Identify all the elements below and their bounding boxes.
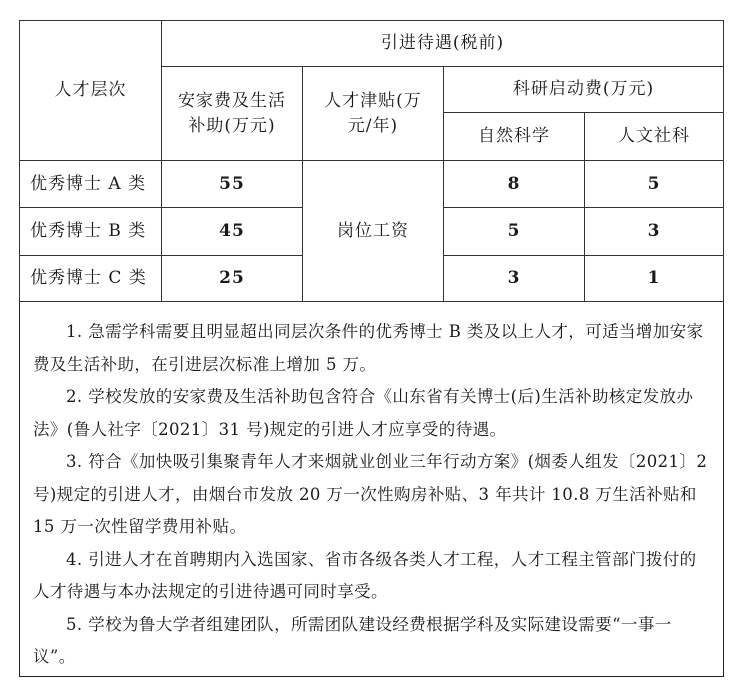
header-housing-text: 安家费及生活补助(万元) [178,90,286,136]
note-2: 2. 学校发放的安家费及生活补助包含符合《山东省有关博士(后)生活补助核定发放办法》(鲁人社字〔2021〕31 号)规定的引进人才应享受的待遇。 [33,387,694,439]
row-b-housing: 45 [161,207,303,256]
row-c-natural: 3 [443,255,585,302]
header-research: 科研启动费(万元) [443,66,724,113]
header-allowance [302,66,444,161]
row-a-housing: 55 [161,160,303,208]
header-benefits: 引进待遇(税前) [161,20,724,67]
note-3: 3. 符合《加快吸引集聚青年人才来烟就业创业三年行动方案》(烟委人组发〔2021〕2 号)规定的引进人才，由烟台市发放 20 万一次性购房补贴、3 年共计 10.8 万生活补贴和 15 万一次性留学费用补贴。 [33,452,708,536]
row-a-natural: 8 [443,160,585,208]
row-b-natural: 5 [443,207,585,256]
header-allowance-text: 人才津贴(万元/年) [324,90,422,136]
row-a-level: 优秀博士 A 类 [19,160,162,208]
header-level: 人才层次 [19,20,162,161]
notes-section [33,316,713,674]
row-c-level: 优秀博士 C 类 [19,255,162,302]
header-humanities: 人文社科 [584,112,724,161]
row-c-housing: 25 [161,255,303,302]
header-housing [161,66,303,161]
row-b-level: 优秀博士 B 类 [19,207,162,256]
note-1: 1. 急需学科需要且明显超出同层次条件的优秀博士 B 类及以上人才，可适当增加安家费及生活补助，在引进层次标准上增加 5 万。 [33,322,704,374]
row-a-humanities: 5 [584,160,724,208]
row-c-humanities: 1 [584,255,724,302]
note-5: 5. 学校为鲁大学者组建团队，所需团队建设经费根据学科及实际建设需要“一事一议”。 [33,614,672,666]
header-natural-science: 自然科学 [443,112,585,161]
allowance-merged-cell: 岗位工资 [302,160,444,302]
row-b-humanities: 3 [584,207,724,256]
note-4: 4. 引进人才在首聘期内入选国家、省市各级各类人才工程，人才工程主管部门拨付的人才待遇与本办法规定的引进待遇可同时享受。 [33,549,697,601]
